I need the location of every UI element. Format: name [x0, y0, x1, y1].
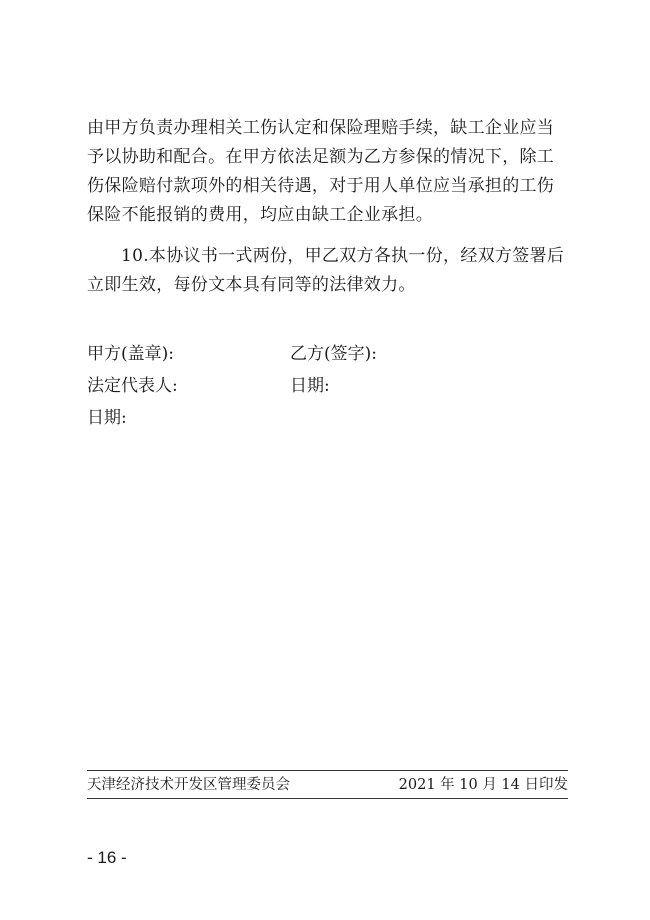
body-paragraph-2: 10.本协议书一式两份，甲乙双方各执一份，经双方签署后立即生效，每份文本具有同等的法律效力。 — [87, 246, 565, 295]
footer-print-date: 2021 年 10 月 14 日印发 — [398, 777, 568, 793]
party-b-sign-label: 乙方(签字): — [290, 344, 377, 364]
party-b-date-label: 日期: — [290, 376, 330, 396]
footer-issuer: 天津经济技术开发区管理委员会 — [87, 777, 290, 793]
legal-representative-label: 法定代表人: — [87, 376, 178, 396]
page-number: - 16 - — [87, 848, 127, 867]
footer-bottom-rule — [87, 798, 568, 799]
party-a-seal-label: 甲方(盖章): — [87, 344, 174, 364]
body-paragraph-1: 由甲方负责办理相关工伤认定和保险理赔手续，缺工企业应当予以协助和配合。在甲方依法足额为乙方参保的情况下，除工伤保险赔付款项外的相关待遇，对于用人单位应当承担的工伤保险不能报销的费用，均应由缺工企业承担。 — [87, 118, 555, 225]
footer-top-rule — [87, 770, 568, 771]
party-a-date-label: 日期: — [87, 408, 127, 428]
